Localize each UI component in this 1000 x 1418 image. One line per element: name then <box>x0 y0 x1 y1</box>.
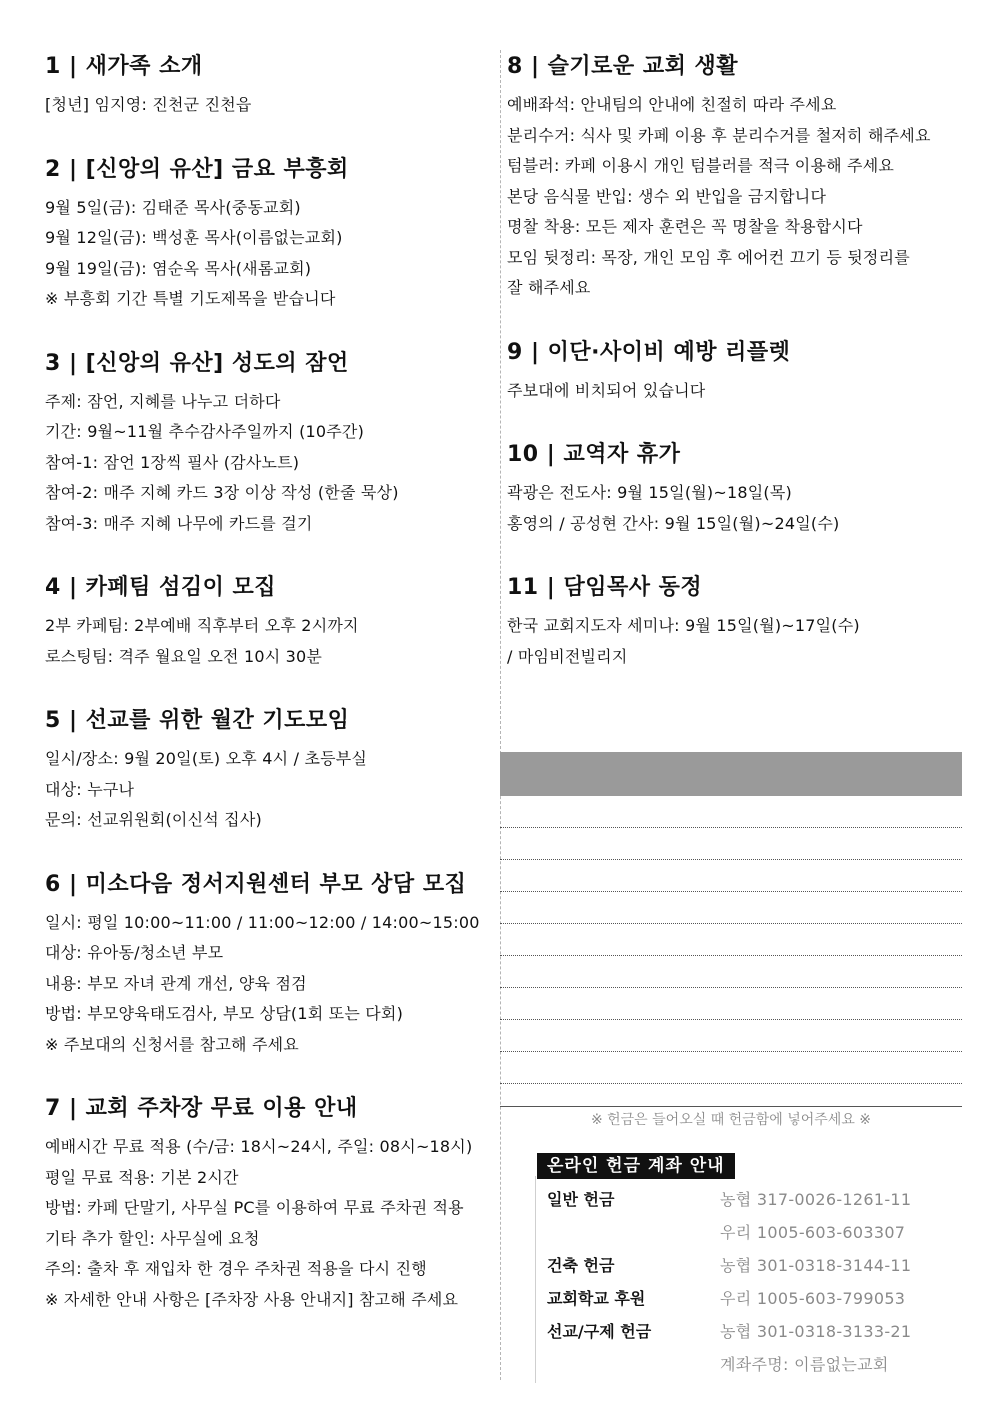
section-line: 주보대에 비치되어 있습니다 <box>507 380 706 400</box>
memo-line <box>500 956 962 988</box>
account-title: 온라인 헌금 계좌 안내 <box>537 1153 735 1179</box>
offering-note: ※ 헌금은 들어오실 때 헌금함에 넣어주세요 ※ <box>590 1112 872 1128</box>
section-mission-prayer <box>45 706 497 836</box>
memo-line <box>500 860 962 892</box>
account-holder: 계좌주명: 이름없는교회 <box>720 1355 889 1374</box>
section-line: 잘 해주세요 <box>507 278 591 297</box>
account-number: 농협 317-0026-1261-11 <box>720 1190 912 1209</box>
section-title: 8 | 슬기로운 교회 생활 <box>507 54 738 79</box>
section-line: / 마임비전빌리지 <box>507 646 628 666</box>
left-column <box>45 52 497 1349</box>
section-line: [청년] 임지영: 진천군 진천읍 <box>45 95 252 114</box>
section-line: 모임 뒷정리: 목장, 개인 모임 후 에어컨 끄기 등 뒷정리를 <box>507 247 910 267</box>
section-title: 5 | 선교를 위한 월간 기도모임 <box>45 708 350 733</box>
account-label: 선교/구제 헌금 <box>547 1322 652 1341</box>
section-line: ※ 부흥회 기간 특별 기도제목을 받습니다 <box>45 289 336 308</box>
section-line: 본당 음식물 반입: 생수 외 반입을 금지합니다 <box>507 186 827 206</box>
account-label: 교회학교 후원 <box>547 1289 646 1308</box>
account-label: 건축 헌금 <box>547 1256 615 1275</box>
section-title: 6 | 미소다음 정서지원센터 부모 상담 모집 <box>45 871 467 897</box>
account-number: 농협 301-0318-3144-11 <box>720 1256 912 1275</box>
section-line: 기간: 9월~11월 추수감사주일까지 (10주간) <box>45 422 365 441</box>
section-title: 2 | [신앙의 유산] 금요 부흥회 <box>45 156 349 182</box>
account-label: 일반 헌금 <box>547 1190 615 1209</box>
account-row <box>547 1217 967 1249</box>
section-pastor-news <box>507 573 963 672</box>
memo-line <box>500 1052 962 1084</box>
section-line: 2부 카페팀: 2부예배 직후부터 오후 2시까지 <box>45 616 359 635</box>
section-title: 1 | 새가족 소개 <box>45 54 203 79</box>
section-friday-revival <box>45 155 497 315</box>
section-line: 대상: 누구나 <box>45 779 135 799</box>
section-line: 곽광은 전도사: 9월 15일(월)~18일(목) <box>507 483 792 502</box>
section-line: 대상: 유아동/청소년 부모 <box>45 943 224 962</box>
account-row <box>547 1316 967 1348</box>
section-line: 홍영의 / 공성현 간사: 9월 15일(월)~24일(수) <box>507 513 840 533</box>
section-line: 일시: 평일 10:00~11:00 / 11:00~12:00 / 14:00~15:00 <box>45 912 480 932</box>
section-line: ※ 주보대의 신청서를 참고해 주세요 <box>45 1034 299 1054</box>
section-line: 한국 교회지도자 세미나: 9월 15일(월)~17일(수) <box>507 616 860 635</box>
section-title: 4 | 카페팀 섬김이 모집 <box>45 575 276 600</box>
section-line: 예배시간 무료 적용 (수/금: 18시~24시, 주일: 08시~18시) <box>45 1137 473 1156</box>
account-box-border <box>535 1176 536 1383</box>
account-row <box>547 1250 967 1282</box>
section-line: 텀블러: 카페 이용시 개인 텀블러를 적극 이용해 주세요 <box>507 156 895 175</box>
account-number: 농협 301-0318-3133-21 <box>720 1322 912 1341</box>
right-column <box>507 52 963 706</box>
memo-line <box>500 796 962 828</box>
section-line: 분리수거: 식사 및 카페 이용 후 분리수거를 철저히 해주세요 <box>507 125 931 145</box>
account-number: 우리 1005-603-799053 <box>720 1289 906 1308</box>
account-row <box>547 1349 967 1381</box>
memo-line <box>500 1020 962 1052</box>
section-line: 명찰 착용: 모든 제자 훈련은 꼭 명찰을 착용합시다 <box>507 217 863 236</box>
memo-bottom-rule <box>500 1106 962 1107</box>
section-line: 방법: 카페 단말기, 사무실 PC를 이용하여 무료 주차권 적용 <box>45 1198 464 1217</box>
section-title: 9 | 이단·사이비 예방 리플렛 <box>507 339 791 365</box>
section-line: 참여-3: 매주 지혜 나무에 카드를 걸기 <box>45 513 313 533</box>
section-title: 11 | 담임목사 동정 <box>507 575 703 600</box>
section-line: 9월 5일(금): 김태준 목사(중동교회) <box>45 197 301 217</box>
memo-line <box>500 828 962 860</box>
section-line: 9월 12일(금): 백성훈 목사(이름없는교회) <box>45 228 343 247</box>
section-title: 10 | 교역자 휴가 <box>507 442 681 467</box>
section-staff-vacation <box>507 440 963 539</box>
section-line: 참여-2: 매주 지혜 카드 3장 이상 작성 (한줄 묵상) <box>45 483 399 502</box>
section-line: 주제: 잠언, 지혜를 나누고 더하다 <box>45 391 281 411</box>
memo-lines <box>500 796 962 1084</box>
account-row <box>547 1283 967 1315</box>
section-line: 평일 무료 적용: 기본 2시간 <box>45 1167 239 1187</box>
section-line: 내용: 부모 자녀 관계 개선, 양육 점검 <box>45 973 307 993</box>
section-line: 참여-1: 잠언 1장씩 필사 (감사노트) <box>45 452 300 472</box>
section-line: 방법: 부모양육태도검사, 부모 상담(1회 또는 다회) <box>45 1004 404 1023</box>
section-proverbs <box>45 349 497 540</box>
section-line: 예배좌석: 안내팀의 안내에 친절히 따라 주세요 <box>507 95 837 114</box>
column-divider <box>500 50 501 1380</box>
account-row <box>547 1184 967 1216</box>
section-cafe-team <box>45 573 497 672</box>
section-title: 3 | [신앙의 유산] 성도의 잠언 <box>45 350 349 376</box>
section-line: 기타 추가 할인: 사무실에 요청 <box>45 1228 260 1248</box>
section-new-family <box>45 52 497 121</box>
memo-line <box>500 892 962 924</box>
account-number: 우리 1005-603-603307 <box>720 1223 906 1242</box>
section-parking <box>45 1094 497 1315</box>
section-title: 7 | 교회 주차장 무료 이용 안내 <box>45 1096 358 1121</box>
memo-line <box>500 988 962 1020</box>
section-parent-counseling <box>45 870 497 1061</box>
section-line: 로스팅팀: 격주 월요일 오전 10시 30분 <box>45 646 323 666</box>
section-line: ※ 자세한 안내 사항은 [주차장 사용 안내지] 참고해 주세요 <box>45 1289 459 1309</box>
section-line: 문의: 선교위원회(이신석 집사) <box>45 810 262 829</box>
section-cult-leaflet <box>507 338 963 407</box>
section-line: 9월 19일(금): 염순옥 목사(새롬교회) <box>45 258 312 278</box>
section-line: 일시/장소: 9월 20일(토) 오후 4시 / 초등부실 <box>45 749 368 768</box>
memo-header-band <box>500 752 962 796</box>
section-church-life <box>507 52 963 304</box>
memo-line <box>500 924 962 956</box>
section-line: 주의: 출차 후 재입차 한 경우 주차권 적용을 다시 진행 <box>45 1259 427 1278</box>
